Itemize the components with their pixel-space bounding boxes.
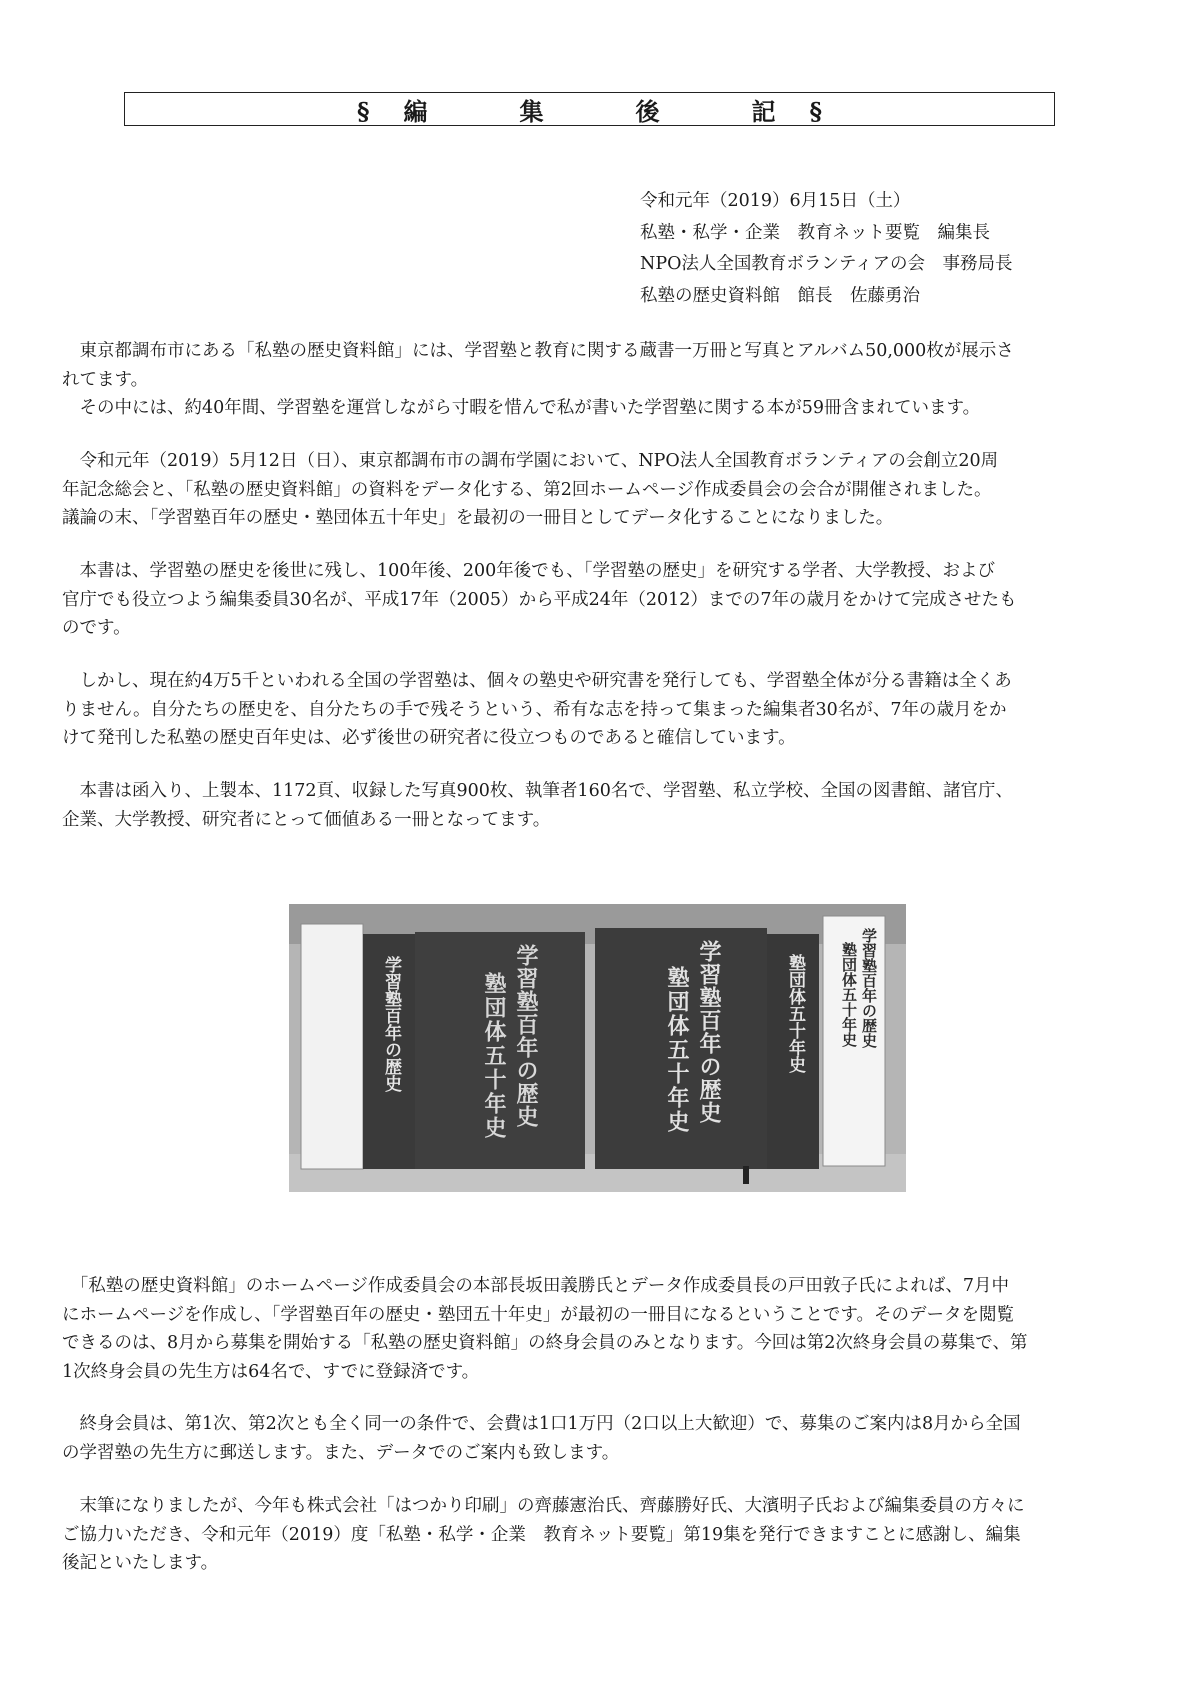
- paragraph-4: [62, 667, 1165, 753]
- paragraph-3: [62, 557, 1165, 643]
- text-line: の学習塾の先生方に郵送します。また、データでのご案内も致します。: [62, 1442, 620, 1463]
- text-line: 本書は、学習塾の歴史を後世に残し、100年後、200年後でも、「学習塾の歴史」を研究する学者、大学教授、および: [62, 561, 996, 581]
- text-line: 終身会員は、第1次、第2次とも全く同一の条件で、会費は1口1万円（2口以上大歓迎）で、募集のご案内は8月から全国: [62, 1414, 1021, 1434]
- text-line: 末筆になりましたが、今年も株式会社「はつかり印刷」の齊藤憲治氏、齊藤勝好氏、大濱明子氏および編集委員の方々に: [62, 1496, 1025, 1516]
- paragraph-8: [62, 1492, 1165, 1578]
- text-line: 東京都調布市にある「私塾の歴史資料館」には、学習塾と教育に関する蔵書一万冊と写真とアルバム50,000枚が展示さ: [62, 341, 1014, 361]
- text-line: けて発刊した私塾の歴史百年史は、必ず後世の研究者に役立つものであると確信しています。: [62, 728, 796, 748]
- paragraph-6: [62, 1272, 1165, 1386]
- text-line: れてます。: [62, 369, 149, 390]
- text-line: 官庁でも役立つよう編集委員30名が、平成17年（2005）から平成24年（2012）までの7年の歳月をかけて完成させたも: [62, 589, 1017, 610]
- box-right-subtitle: 塾団体五十年史: [840, 942, 858, 1047]
- box-right-title: 学習塾百年の歴史: [860, 928, 878, 1048]
- text-line: 企業、大学教授、研究者にとって価値ある一冊となってます。: [62, 809, 551, 830]
- paragraph-2: [62, 447, 1165, 533]
- text-line: 年記念総会と、「私塾の歴史資料館」の資料をデータ化する、第2回ホームページ作成委員会の会合が開催されました。: [62, 479, 992, 500]
- cover-left-title: 学習塾百年の歴史: [513, 944, 539, 1128]
- paragraph-7: [62, 1410, 1165, 1467]
- text-line: 議論の末、「学習塾百年の歴史・塾団体五十年史」を最初の一冊目としてデータ化することになりました。: [62, 508, 894, 528]
- text-line: りません。自分たちの歴史を、自分たちの手で残そうという、希有な志を持って集まった編集者30名が、7年の歳月をか: [62, 699, 1007, 720]
- signature-role-npo: NPO法人全国教育ボランティアの会 事務局長: [640, 254, 1013, 274]
- text-line: しかし、現在約4万5千といわれる全国の学習塾は、個々の塾史や研究書を発行しても、学習塾全体が分る書籍は全くあ: [62, 671, 1012, 691]
- spine-right-text: 塾団体五十年史: [785, 954, 805, 1073]
- cover-right-title: 学習塾百年の歴史: [696, 940, 722, 1124]
- paragraph-1: [62, 337, 1165, 423]
- text-line: 「私塾の歴史資料館」のホームページ作成委員会の本部長坂田義勝氏とデータ作成委員長の戸田敦子氏によれば、7月中: [62, 1276, 1010, 1296]
- text-line: 令和元年（2019）5月12日（日）、東京都調布市の調布学園において、NPO法人全国教育ボランティアの会創立20周: [62, 451, 999, 471]
- text-line: 後記といたします。: [62, 1553, 219, 1573]
- spine-left-text: 学習塾百年の歴史: [381, 956, 401, 1092]
- text-line: ご協力いただき、令和元年（2019）度「私塾・私学・企業 教育ネット要覧」第19集を発行できますことに感謝し、編集: [62, 1524, 1021, 1545]
- signature-block: [640, 186, 1013, 312]
- cover-right-subtitle: 塾団体五十年史: [664, 966, 690, 1134]
- book-photo: [289, 904, 906, 1192]
- signature-date: 令和元年（2019）6月15日（土）: [640, 191, 911, 211]
- paragraph-5: [62, 777, 1165, 834]
- signature-name: 私塾の歴史資料館 館長 佐藤勇治: [640, 285, 920, 306]
- text-line: にホームページを作成し、「学習塾百年の歴史・塾団五十年史」が最初の一冊目になるということです。そのデータを閲覧: [62, 1304, 1014, 1325]
- text-line: のです。: [62, 618, 131, 638]
- page-title: §編 集 後 記§: [124, 92, 1055, 126]
- signature-role-editor: 私塾・私学・企業 教育ネット要覧 編集長: [640, 222, 990, 243]
- text-line: 1次終身会員の先生方は64名で、すでに登録済です。: [62, 1361, 480, 1382]
- text-line: できるのは、8月から募集を開始する「私塾の歴史資料館」の終身会員のみとなります。今回は第2次終身会員の募集で、第: [62, 1333, 1028, 1353]
- text-line: 本書は函入り、上製本、1172頁、収録した写真900枚、執筆者160名で、学習塾、私立学校、全国の図書館、諸官庁、: [62, 781, 1013, 801]
- text-line: その中には、約40年間、学習塾を運営しながら寸暇を惜んで私が書いた学習塾に関する本が59冊含まれています。: [62, 398, 981, 418]
- cover-left-subtitle: 塾団体五十年史: [481, 972, 507, 1140]
